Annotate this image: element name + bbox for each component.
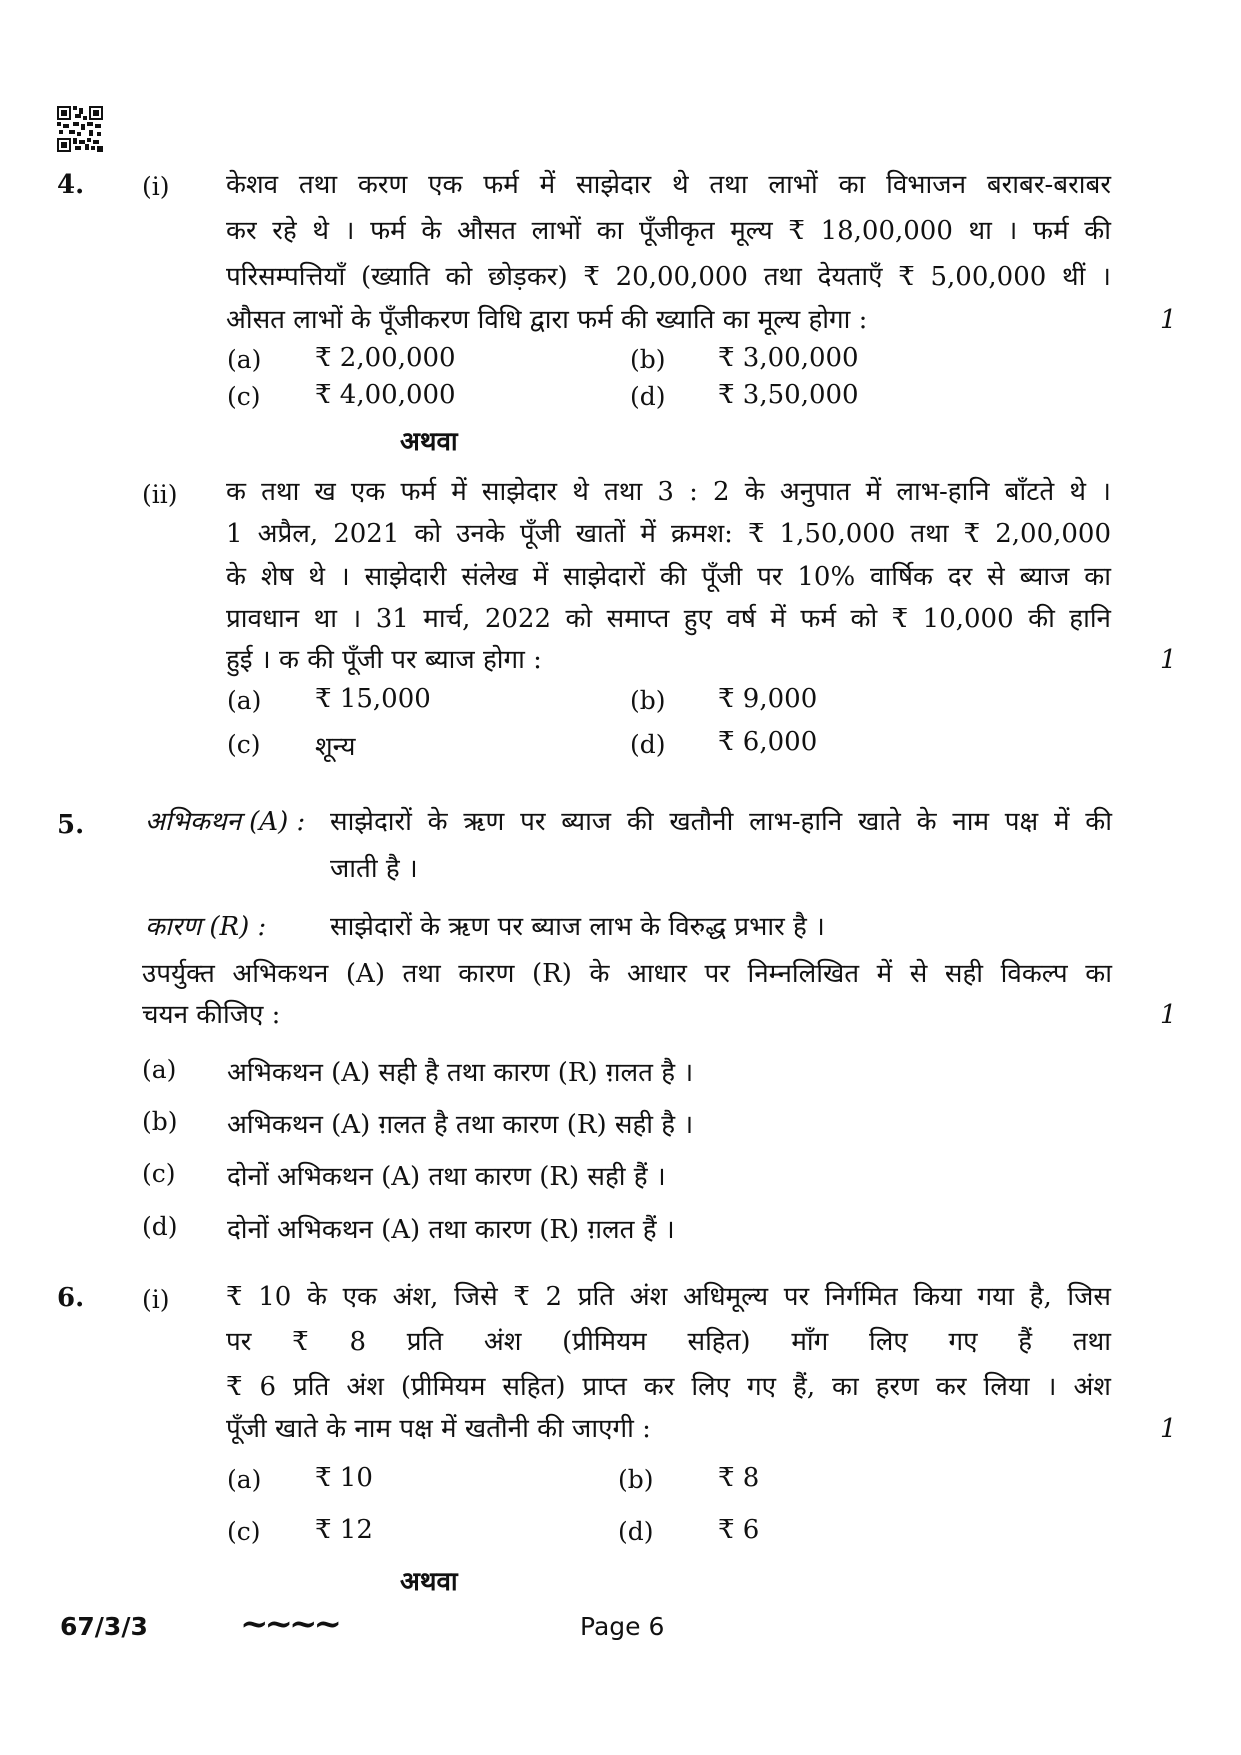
- option-text: अभिकथन (A) सही है तथा कारण (R) ग़लत है ।: [227, 1058, 694, 1088]
- tilde-mark: ~~~~: [240, 1604, 338, 1644]
- option-label: (a): [227, 1465, 262, 1494]
- question-number: 4.: [57, 170, 85, 200]
- or-separator: अथवा: [400, 427, 458, 457]
- qr-code-icon: [57, 106, 103, 152]
- option-label: (d): [142, 1212, 178, 1241]
- question-text-line: औसत लाभों के पूँजीकरण विधि द्वारा फर्म की ख्याति का मूल्य होगा :: [226, 305, 868, 335]
- question-text-line: क तथा ख एक फर्म में साझेदार थे तथा 3 : 2 के अनुपात में लाभ-हानि बाँटते थे ।: [226, 477, 1111, 507]
- option-label: (c): [227, 382, 261, 411]
- assertion-label: अभिकथन (A) :: [145, 807, 306, 837]
- question-text-line: परिसम्पत्तियाँ (ख्याति को छोड़कर) ₹ 20,00,000 तथा देयताएँ ₹ 5,00,000 थीं ।: [226, 262, 1111, 292]
- paper-code: 67/3/3: [60, 1612, 148, 1641]
- option-label: (d): [630, 382, 666, 411]
- subquestion-label: (i): [142, 1285, 170, 1314]
- subquestion-label: (ii): [142, 480, 178, 509]
- question-text-line: हुई । क की पूँजी पर ब्याज होगा :: [226, 645, 542, 675]
- assertion-text-line: जाती है ।: [330, 854, 418, 884]
- marks-value: 1: [1160, 1000, 1177, 1030]
- option-text: दोनों अभिकथन (A) तथा कारण (R) ग़लत हैं ।: [227, 1215, 675, 1245]
- option-text: ₹ 15,000: [315, 684, 431, 714]
- question-text-line: केशव तथा करण एक फर्म में साझेदार थे तथा लाभों का विभाजन बराबर-बराबर: [226, 170, 1111, 200]
- subquestion-label: (i): [142, 172, 170, 201]
- question-text-line: प्रावधान था । 31 मार्च, 2022 को समाप्त हुए वर्ष में फर्म को ₹ 10,000 की हानि: [226, 604, 1111, 634]
- option-label: (b): [142, 1107, 178, 1136]
- option-text: ₹ 6,000: [718, 727, 818, 757]
- question-text-line: के शेष थे । साझेदारी संलेख में साझेदारों की पूँजी पर 10% वार्षिक दर से ब्याज का: [226, 562, 1111, 592]
- option-text: ₹ 10: [315, 1463, 373, 1493]
- option-label: (c): [142, 1159, 176, 1188]
- option-label: (c): [227, 730, 261, 759]
- option-text: ₹ 9,000: [718, 684, 818, 714]
- reason-text: साझेदारों के ऋण पर ब्याज लाभ के विरुद्ध प्रभार है ।: [330, 912, 825, 942]
- option-label: (b): [618, 1465, 654, 1494]
- option-label: (a): [227, 345, 262, 374]
- question-text-line: पर ₹ 8 प्रति अंश (प्रीमियम सहित) माँग लिए गए हैं तथा: [226, 1327, 1111, 1357]
- option-text: ₹ 2,00,000: [315, 343, 456, 373]
- question-text-line: कर रहे थे । फर्म के औसत लाभों का पूँजीकृत मूल्य ₹ 18,00,000 था । फर्म की: [226, 216, 1111, 246]
- option-text: ₹ 3,00,000: [718, 343, 859, 373]
- option-text: ₹ 8: [718, 1463, 760, 1493]
- marks-value: 1: [1160, 305, 1177, 335]
- question-text-line: ₹ 10 के एक अंश, जिसे ₹ 2 प्रति अंश अधिमूल्य पर निर्गमित किया गया है, जिस: [226, 1282, 1111, 1312]
- option-text: दोनों अभिकथन (A) तथा कारण (R) सही हैं ।: [227, 1162, 666, 1192]
- option-label: (d): [618, 1517, 654, 1546]
- option-label: (b): [630, 345, 666, 374]
- option-label: (d): [630, 730, 666, 759]
- page-number: Page 6: [580, 1612, 665, 1641]
- option-text: ₹ 4,00,000: [315, 380, 456, 410]
- assertion-text-line: साझेदारों के ऋण पर ब्याज की खतौनी लाभ-हानि खाते के नाम पक्ष में की: [330, 807, 1112, 837]
- instruction-text-line: उपर्युक्त अभिकथन (A) तथा कारण (R) के आधार पर निम्नलिखित में से सही विकल्प का: [142, 959, 1112, 989]
- option-text: ₹ 3,50,000: [718, 380, 859, 410]
- option-label: (a): [142, 1055, 177, 1084]
- question-number: 5.: [57, 810, 85, 840]
- marks-value: 1: [1160, 645, 1177, 675]
- question-text-line: 1 अप्रैल, 2021 को उनके पूँजी खातों में क्रमश: ₹ 1,50,000 तथा ₹ 2,00,000: [226, 519, 1111, 549]
- question-text-line: पूँजी खाते के नाम पक्ष में खतौनी की जाएगी :: [226, 1414, 651, 1444]
- or-separator: अथवा: [400, 1567, 458, 1597]
- question-number: 6.: [57, 1283, 85, 1313]
- option-text: ₹ 12: [315, 1515, 373, 1545]
- question-text-line: ₹ 6 प्रति अंश (प्रीमियम सहित) प्राप्त कर लिए गए हैं, का हरण कर लिया । अंश: [226, 1372, 1111, 1402]
- option-text: ₹ 6: [718, 1515, 760, 1545]
- option-label: (c): [227, 1517, 261, 1546]
- option-text: शून्य: [315, 732, 356, 762]
- marks-value: 1: [1160, 1414, 1177, 1444]
- option-label: (a): [227, 686, 262, 715]
- option-label: (b): [630, 686, 666, 715]
- reason-label: कारण (R) :: [145, 912, 267, 942]
- option-text: अभिकथन (A) ग़लत है तथा कारण (R) सही है ।: [227, 1110, 694, 1140]
- instruction-text-line: चयन कीजिए :: [142, 1000, 281, 1030]
